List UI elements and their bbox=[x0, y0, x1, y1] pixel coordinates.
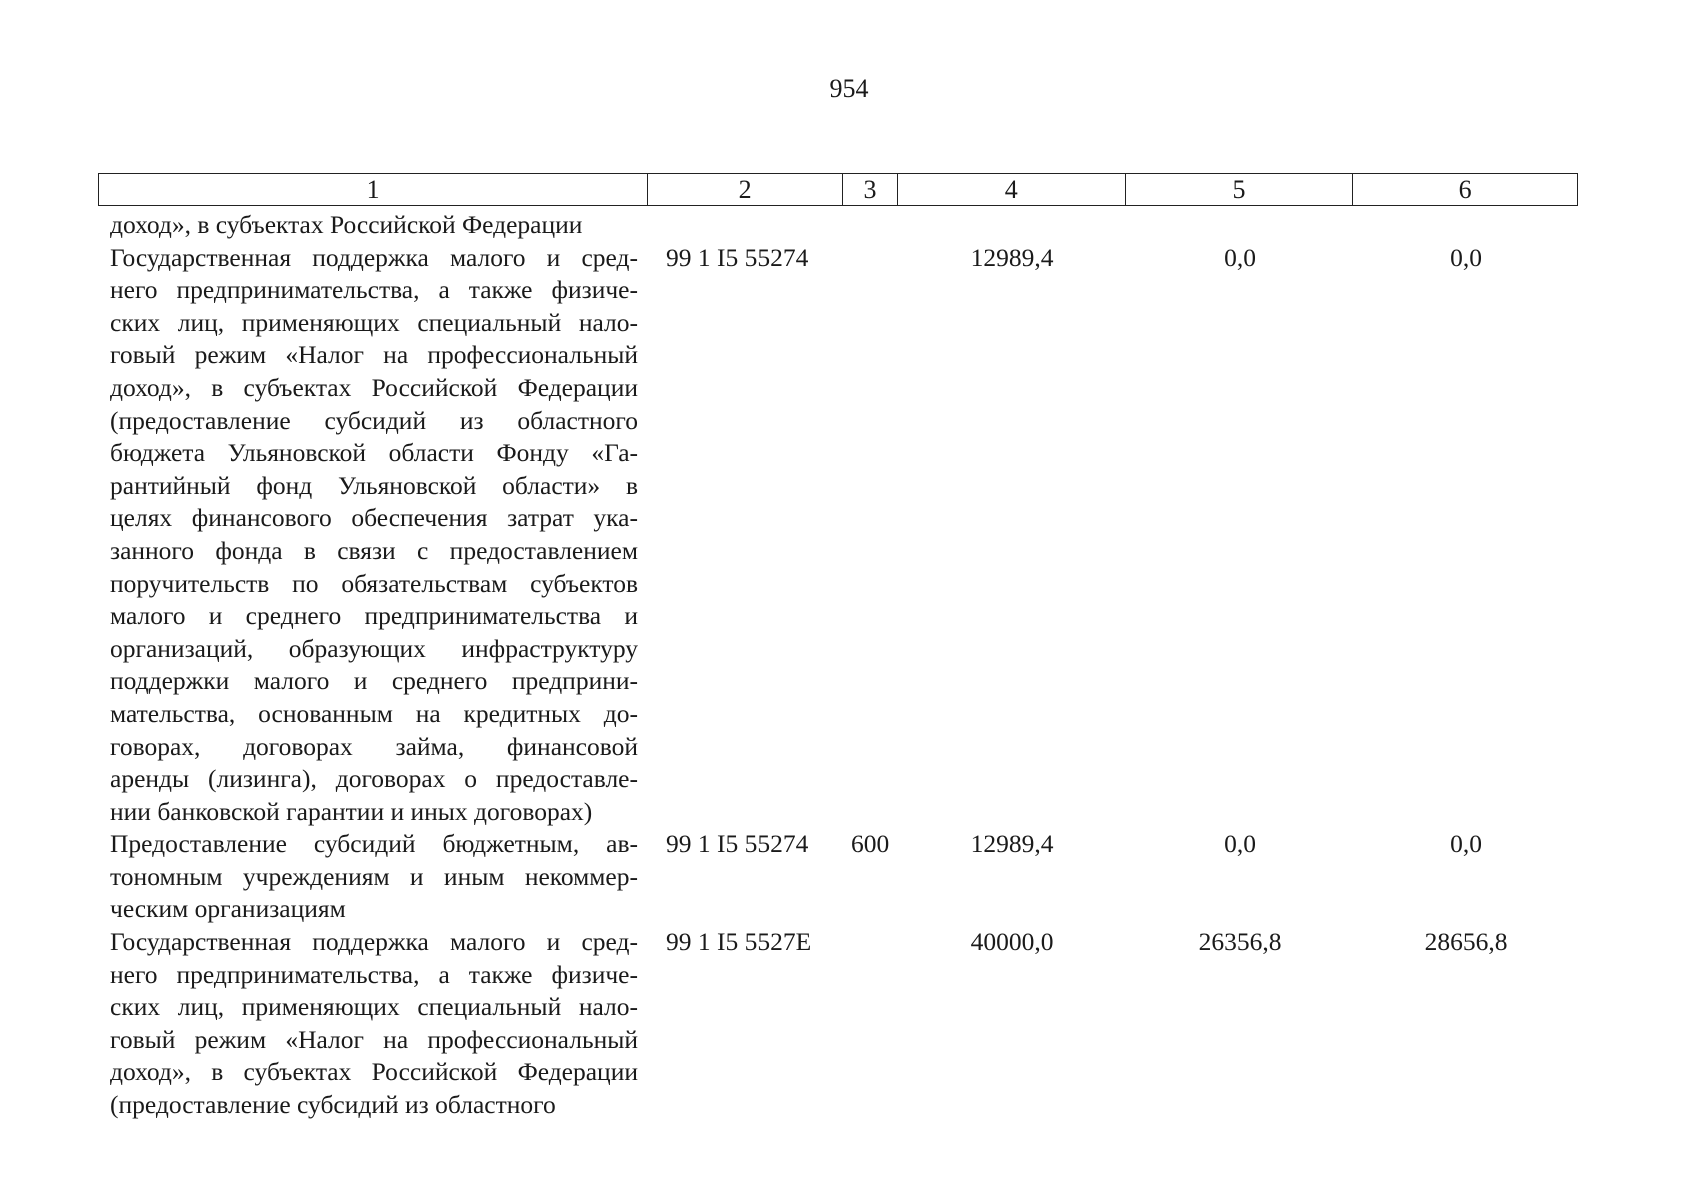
column-header-4: 4 bbox=[898, 174, 1126, 205]
description-line: бюджета Ульяновской области Фонду «Га- bbox=[110, 438, 638, 468]
description-line: нии банковской гарантии и иных договорах) bbox=[110, 796, 593, 826]
description-line: говый режим «Налог на профессиональный bbox=[110, 340, 638, 370]
description-line: ческим организациям bbox=[110, 894, 346, 924]
description-line: аренды (лизинга), договорах о предоставле- bbox=[110, 764, 638, 794]
description-line: Государственная поддержка малого и сред- bbox=[110, 927, 638, 957]
description-line: доход», в субъектах Российской Федерации bbox=[110, 1057, 638, 1087]
row-target-code: 99 1 I5 55274 bbox=[666, 242, 809, 272]
row-value-col6: 28656,8 bbox=[1424, 927, 1508, 957]
column-header-3: 3 bbox=[843, 174, 898, 205]
row-description bbox=[98, 926, 648, 1122]
description-line: рантийный фонд Ульяновской области» в bbox=[110, 470, 638, 500]
description-line: поддержки малого и среднего предприни- bbox=[110, 666, 638, 696]
row-expense-type: 600 bbox=[851, 829, 890, 859]
row-value-col5: 26356,8 bbox=[1198, 927, 1282, 957]
row-value-col4: 12989,4 bbox=[970, 829, 1054, 859]
row-target-code: 99 1 I5 5527E bbox=[666, 927, 812, 957]
table-body bbox=[98, 209, 1578, 1122]
column-header-1: 1 bbox=[99, 174, 648, 205]
table-row bbox=[98, 209, 1578, 242]
description-line: (предоставление субсидий из областного bbox=[110, 1090, 556, 1120]
description-line: говорах, договорах займа, финансовой bbox=[110, 731, 638, 761]
description-line: доход», в субъектах Российской Федерации bbox=[110, 210, 583, 239]
row-value-col5: 0,0 bbox=[1224, 242, 1256, 272]
description-line: организаций, образующих инфраструктуру bbox=[110, 633, 638, 663]
column-header-2: 2 bbox=[648, 174, 843, 205]
row-target-code: 99 1 I5 55274 bbox=[666, 829, 809, 859]
description-line: целях финансового обеспечения затрат ука- bbox=[110, 503, 638, 533]
row-value-col6: 0,0 bbox=[1450, 829, 1482, 859]
description-line: тономным учреждениям и иным некоммер- bbox=[110, 861, 638, 891]
row-value-col4: 40000,0 bbox=[970, 927, 1054, 957]
row-description bbox=[98, 242, 648, 829]
column-header-5: 5 bbox=[1126, 174, 1354, 205]
row-description bbox=[98, 209, 648, 242]
description-line: ских лиц, применяющих специальный нало- bbox=[110, 992, 638, 1022]
row-value-col5: 0,0 bbox=[1224, 829, 1256, 859]
description-line: говый режим «Налог на профессиональный bbox=[110, 1024, 638, 1054]
description-line: него предпринимательства, а также физиче- bbox=[110, 275, 638, 305]
description-line: Предоставление субсидий бюджетным, ав- bbox=[110, 829, 638, 859]
description-line: занного фонда в связи с предоставлением bbox=[110, 535, 638, 565]
description-line: доход», в субъектах Российской Федерации bbox=[110, 372, 638, 402]
table-row bbox=[98, 828, 1578, 926]
row-value-col4: 12989,4 bbox=[970, 242, 1054, 272]
row-value-col6: 0,0 bbox=[1450, 242, 1482, 272]
page-number: 954 bbox=[829, 74, 869, 103]
description-line: Государственная поддержка малого и сред- bbox=[110, 242, 638, 272]
description-line: мательства, основанным на кредитных до- bbox=[110, 698, 638, 728]
description-line: него предпринимательства, а также физиче- bbox=[110, 959, 638, 989]
table-row bbox=[98, 926, 1578, 1122]
description-line: поручительств по обязательствам субъектов bbox=[110, 568, 638, 598]
row-description bbox=[98, 828, 648, 926]
description-line: ских лиц, применяющих специальный нало- bbox=[110, 307, 638, 337]
column-header-6: 6 bbox=[1458, 175, 1472, 204]
table-row bbox=[98, 242, 1578, 829]
table-column-header-row bbox=[98, 173, 1578, 206]
description-line: (предоставление субсидий из областного bbox=[110, 405, 638, 435]
description-line: малого и среднего предпринимательства и bbox=[110, 601, 638, 631]
